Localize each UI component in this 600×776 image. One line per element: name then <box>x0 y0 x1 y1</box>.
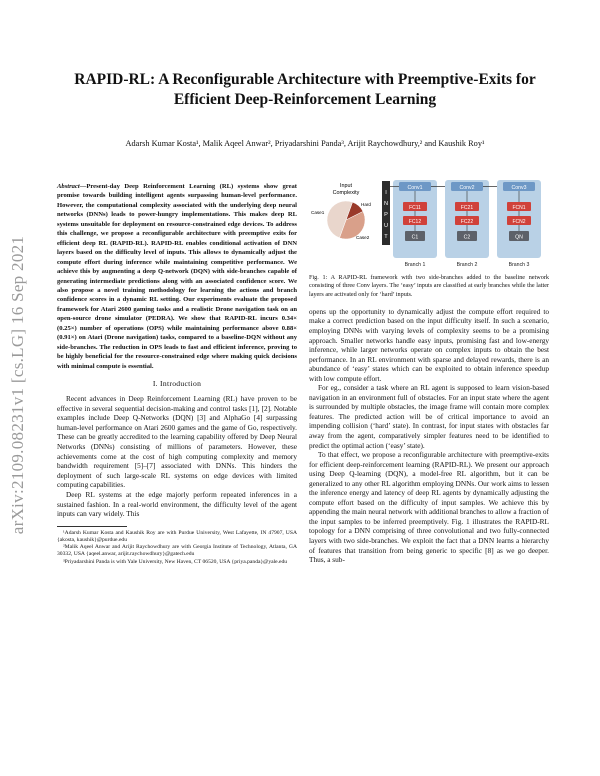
pie-label-hard: Hard <box>361 202 371 207</box>
conv-label: Conv1 <box>407 185 423 191</box>
right-paragraph-1: opens up the opportunity to dynamically adjust the compute effort required to make a correct prediction based on the input difficulty itself. In such a scenario, employing DNNs with varying levels of complexity seems to be a promising approach. Smaller networks handle easy inputs, promising fast and low-energy inference, while larger networks operate on complex inputs to obtain the best performance. In an RL environment with sparse and delayed rewards, there is an abundance of ‘easy’ states which can be exploited to obtain inference speedup with low compute effort. <box>309 306 549 383</box>
pie-label-case1: Case1 <box>311 210 325 215</box>
input-letter: U <box>383 223 389 229</box>
footnote-3: ³Priyadarshini Panda is with Yale University, New Haven, CT 06520, USA {priya.panda}@yale.edu <box>63 558 288 565</box>
output-label: QN <box>515 234 523 241</box>
title-line-2: Efficient Deep-Reinforcement Learning <box>173 91 437 108</box>
conv-label: Conv2 <box>459 185 475 191</box>
footnote-2: ²Malik Aqeel Anwar and Arijit Raychowdhury are with Georgia Institute of Technology, Atlanta, GA 30332, USA {aqeel.anwar, arijit.raychowdhury}@gatech.edu <box>57 544 297 558</box>
arxiv-stamp <box>4 195 32 575</box>
author-list: Adarsh Kumar Kosta¹, Malik Aqeel Anwar², Priyadarshini Panda³, Arijit Raychowdhury,² and Kaushik Roy¹ <box>125 139 485 148</box>
pie-title-line-2: Complexity <box>332 190 360 196</box>
architecture-diagram <box>309 180 549 268</box>
fc-label-1: FC21 <box>460 205 474 211</box>
pie-label-case2: Case2 <box>356 235 370 240</box>
pie-title-line-1: Input <box>340 183 352 189</box>
complexity-pie-chart <box>327 201 365 239</box>
input-letter: P <box>384 212 388 218</box>
footnote-1: ¹Adarsh Kumar Kosta and Kaushik Roy are with Purdue University, West Lafayette, IN 47907, USA {akosta, kaushik}@purdue.edu <box>57 529 297 543</box>
right-paragraph-2: For eg., consider a task where an RL agent is supposed to learn vision-based navigation in an environment full of obstacles. For an input state where the agent is surrounded by multiple obstacles, the image frame will contain more complex features. The predicted action will be of critical importance to avoid an impending collision (‘hard’ state). In contrast, for input states with obstacles far away from the agent, comparatively simpler features need to be identified to predict the optimal action (‘easy’ state). <box>309 383 549 450</box>
left-column <box>57 182 297 566</box>
branch-label: Branch 2 <box>456 262 478 268</box>
abstract-text: —Present-day Deep Reinforcement Learning (RL) systems show great promise towards building intelligent agents surpassing human-level performance. However, the computational complexity associated with the underlying deep neural networks (DNNs) leads to power-hungry implementations. This makes deep RL systems unsuitable for deployment on resource-constrained edge devices. To address this challenge, we propose a reconfigurable architecture with preemptive exits for efficient deep RL (RAPID-RL). RAPID-RL enables conditional activation of DNN layers based on the difficulty level of inputs. This allows to dynamically adjust the compute effort during inference while maintaining competitive performance. We achieve this by augmenting a deep Q-network (DQN) with side-branches capable of generating intermediate predictions along with an associated confidence score. We also propose a novel training methodology for learning the actions and branch confidence scores in a dynamic RL setting. Our experiments evaluate the proposed framework for Atari 2600 gaming tasks and a realistic Drone navigation task on an open-source drone simulator (PEDRA). We show that RAPID-RL incurs 0.34× (0.25×) number of operations (OPS) while maintaining performance above 0.88× (0.91×) on Atari (Drone navigation) tasks, compared to a baseline-DQN without any side-branches. The reduction in OPS leads to fast and efficient inference, proving to be highly beneficial for the resource-constrained edge where making quick decisions with minimal compute is essential. <box>57 183 297 370</box>
fc-label-1: FCN1 <box>512 205 526 211</box>
intro-paragraph-1: Recent advances in Deep Reinforcement Learning (RL) have proven to be effective in several sequential decision-making and control tasks [1], [2]. Notable examples include Deep Q-Networks (DQN) [3] and AlphaGo [4] surpassing human-level performance on Atari 2600 games and the game of Go, respectively. These can be greatly accredited to the learning capability offered by Deep Neural Networks (DNNs) consisting of millions of parameters. However, these achievements come at the cost of high computing complexity and memory bandwidth requirement [5]–[7] associated with DNNs. This hinders the deployment of such large-scale RL systems on edge devices with limited computing capabilities. <box>57 394 297 490</box>
abstract-label: Abstract <box>57 183 80 190</box>
right-body <box>309 307 549 565</box>
intro-paragraph-2: Deep RL systems at the edge majorly perform repeated inferences in a sustained fashion. In a real-world environment, the difficulty level of the agent inputs can vary widely. This <box>57 490 297 519</box>
branch-label: Branch 1 <box>404 262 426 268</box>
paper-title <box>50 70 560 110</box>
title-line-1: RAPID-RL: A Reconfigurable Architecture with Preemptive-Exits for <box>74 71 536 88</box>
input-letter: T <box>384 234 388 240</box>
right-paragraph-3: To that effect, we propose a reconfigurable architecture with preemptive-exits for efficient deep-reinforcement learning (RAPID-RL). We present our approach using Deep Q-learning (DQN), a model-free RL algorithm, but it can be generalized to any other RL algorithm employing DNNs. Our work aims to lessen the inference energy and latency of deep RL agents by dynamically adjusting the compute effort based on the difficulty of input samples. We achieve this by appending the main neural network with additional branches to allow a fraction of the input samples to be inferred preemptively. Fig. 1 illustrates the RAPID-RL topology for a DNN comprising of three convolutional and two fully-connected layers with two side-branches. We exploit the fact that a DNN learns a hierarchy of features that transition from being generic to specific [8] as we go deeper. Thus, a sub- <box>309 450 549 565</box>
section-heading-introduction: I. Introduction <box>152 379 202 389</box>
output-label: C1 <box>411 234 419 241</box>
fc-label-1: FC11 <box>409 205 421 211</box>
footnote-divider <box>57 526 127 527</box>
branch-panels <box>390 180 541 268</box>
fc-label-2: FC22 <box>460 219 474 225</box>
output-label: C2 <box>463 234 471 241</box>
abstract <box>57 182 297 371</box>
fc-label-2: FCN2 <box>512 219 526 225</box>
branch-label: Branch 3 <box>508 262 530 268</box>
figure-1-caption: Fig. 1: A RAPID-RL framework with two side-branches added to the baseline network consisting of three Conv layers. The ‘easy’ inputs are classified at early branches while the latter layers are activated only for ‘hard’ inputs. <box>309 274 549 298</box>
fc-label-2: FC12 <box>408 219 422 225</box>
conv-label: Conv3 <box>511 185 527 191</box>
input-letter: N <box>383 201 389 207</box>
input-letter: I <box>385 190 387 196</box>
arxiv-id: arXiv:2109.08231v1 [cs.LG] 16 Sep 2021 <box>8 235 28 535</box>
right-column <box>309 180 549 565</box>
figure-1 <box>309 180 549 268</box>
